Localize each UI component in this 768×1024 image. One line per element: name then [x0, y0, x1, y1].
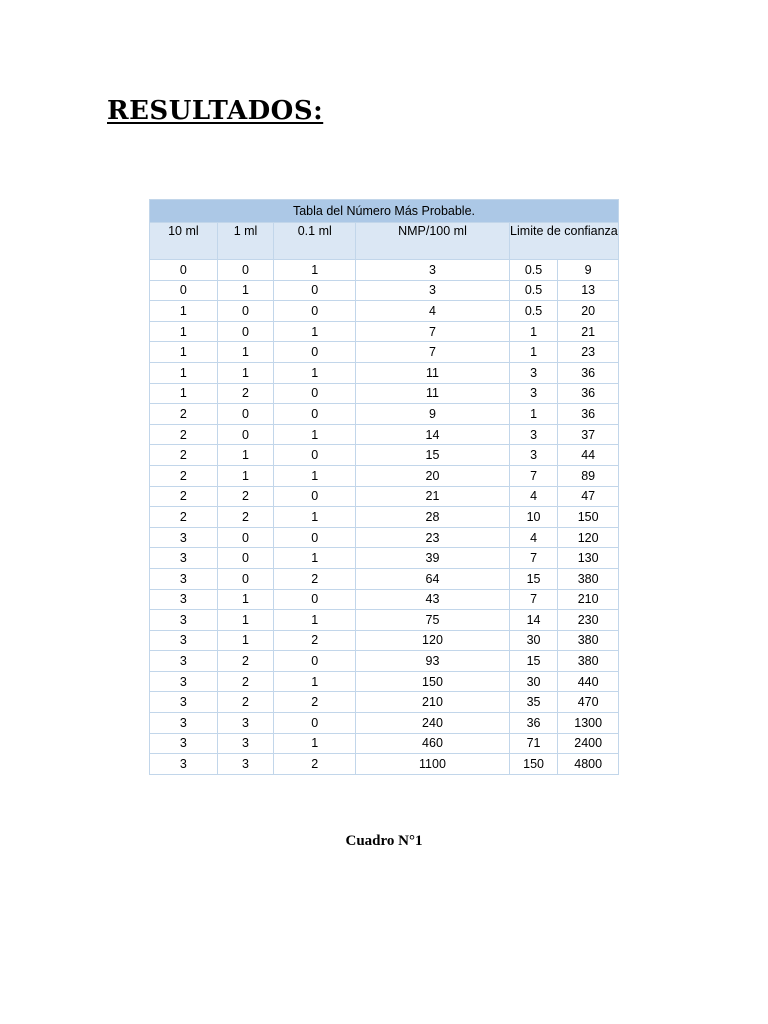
- cell-1ml: 0: [217, 527, 274, 548]
- table-row: [150, 465, 619, 486]
- cell-nmp: 4: [356, 301, 510, 322]
- cell-nmp: 3: [356, 260, 510, 281]
- table-row: [150, 280, 619, 301]
- cell-1ml: 2: [217, 651, 274, 672]
- cell-nmp: 39: [356, 548, 510, 569]
- table-row: [150, 383, 619, 404]
- cell-nmp: 21: [356, 486, 510, 507]
- cell-limit-high: 380: [558, 630, 619, 651]
- cell-10ml: 3: [150, 692, 218, 713]
- cell-01ml: 1: [274, 507, 356, 528]
- cell-1ml: 1: [217, 342, 274, 363]
- cell-limit-high: 130: [558, 548, 619, 569]
- cell-01ml: 2: [274, 568, 356, 589]
- cell-limit-high: 230: [558, 610, 619, 631]
- cell-limit-low: 1: [509, 342, 558, 363]
- header-nmp: NMP/100 ml: [356, 223, 510, 260]
- cell-10ml: 1: [150, 301, 218, 322]
- header-10ml: 10 ml: [150, 223, 218, 260]
- cell-01ml: 2: [274, 754, 356, 775]
- cell-01ml: 0: [274, 713, 356, 734]
- cell-10ml: 2: [150, 404, 218, 425]
- table-row: [150, 589, 619, 610]
- cell-10ml: 2: [150, 486, 218, 507]
- cell-limit-low: 4: [509, 527, 558, 548]
- cell-10ml: 3: [150, 651, 218, 672]
- cell-limit-low: 1: [509, 404, 558, 425]
- cell-01ml: 1: [274, 733, 356, 754]
- table-row: [150, 321, 619, 342]
- cell-01ml: 0: [274, 651, 356, 672]
- cell-nmp: 150: [356, 671, 510, 692]
- cell-10ml: 2: [150, 445, 218, 466]
- cell-limit-high: 380: [558, 651, 619, 672]
- cell-limit-low: 7: [509, 548, 558, 569]
- cell-01ml: 1: [274, 548, 356, 569]
- table-row: [150, 610, 619, 631]
- cell-limit-low: 15: [509, 568, 558, 589]
- cell-limit-high: 23: [558, 342, 619, 363]
- cell-nmp: 7: [356, 342, 510, 363]
- cell-1ml: 3: [217, 754, 274, 775]
- cell-nmp: 7: [356, 321, 510, 342]
- cell-nmp: 14: [356, 424, 510, 445]
- cell-10ml: 0: [150, 260, 218, 281]
- cell-limit-low: 3: [509, 362, 558, 383]
- cell-limit-high: 21: [558, 321, 619, 342]
- cell-limit-low: 10: [509, 507, 558, 528]
- cell-nmp: 43: [356, 589, 510, 610]
- cell-limit-low: 7: [509, 589, 558, 610]
- header-1ml: 1 ml: [217, 223, 274, 260]
- cell-10ml: 3: [150, 671, 218, 692]
- table-row: [150, 754, 619, 775]
- cell-limit-low: 0.5: [509, 260, 558, 281]
- cell-1ml: 2: [217, 692, 274, 713]
- cell-limit-low: 36: [509, 713, 558, 734]
- cell-01ml: 0: [274, 527, 356, 548]
- table-row: [150, 671, 619, 692]
- cell-10ml: 3: [150, 527, 218, 548]
- cell-10ml: 3: [150, 589, 218, 610]
- table-row: [150, 404, 619, 425]
- table-row: [150, 507, 619, 528]
- cell-10ml: 0: [150, 280, 218, 301]
- cell-limit-low: 3: [509, 445, 558, 466]
- cell-1ml: 3: [217, 733, 274, 754]
- cell-1ml: 1: [217, 445, 274, 466]
- cell-limit-high: 36: [558, 362, 619, 383]
- cell-01ml: 0: [274, 404, 356, 425]
- table-row: [150, 260, 619, 281]
- cell-01ml: 1: [274, 424, 356, 445]
- cell-01ml: 2: [274, 630, 356, 651]
- cell-10ml: 3: [150, 733, 218, 754]
- cell-limit-high: 44: [558, 445, 619, 466]
- cell-10ml: 3: [150, 630, 218, 651]
- cell-nmp: 15: [356, 445, 510, 466]
- cell-limit-low: 3: [509, 424, 558, 445]
- cell-limit-high: 210: [558, 589, 619, 610]
- cell-1ml: 1: [217, 280, 274, 301]
- cell-10ml: 1: [150, 342, 218, 363]
- cell-nmp: 75: [356, 610, 510, 631]
- header-01ml: 0.1 ml: [274, 223, 356, 260]
- cell-01ml: 1: [274, 610, 356, 631]
- cell-limit-high: 20: [558, 301, 619, 322]
- cell-nmp: 120: [356, 630, 510, 651]
- cell-nmp: 11: [356, 383, 510, 404]
- table-row: [150, 733, 619, 754]
- header-limite-confianza: Limite de confianza: [509, 223, 618, 260]
- cell-limit-low: 150: [509, 754, 558, 775]
- table-caption: Cuadro N°1: [345, 833, 423, 849]
- cell-10ml: 3: [150, 713, 218, 734]
- table-row: [150, 630, 619, 651]
- cell-1ml: 1: [217, 589, 274, 610]
- cell-limit-low: 0.5: [509, 301, 558, 322]
- cell-10ml: 3: [150, 548, 218, 569]
- cell-limit-high: 89: [558, 465, 619, 486]
- cell-limit-low: 7: [509, 465, 558, 486]
- cell-1ml: 2: [217, 486, 274, 507]
- cell-10ml: 2: [150, 507, 218, 528]
- table-row: [150, 651, 619, 672]
- cell-1ml: 0: [217, 321, 274, 342]
- cell-limit-low: 30: [509, 630, 558, 651]
- cell-limit-high: 380: [558, 568, 619, 589]
- cell-limit-high: 150: [558, 507, 619, 528]
- cell-limit-low: 3: [509, 383, 558, 404]
- cell-limit-high: 120: [558, 527, 619, 548]
- table-row: [150, 692, 619, 713]
- cell-limit-high: 13: [558, 280, 619, 301]
- cell-nmp: 11: [356, 362, 510, 383]
- nmp-table: [149, 199, 619, 775]
- cell-limit-high: 37: [558, 424, 619, 445]
- cell-limit-low: 4: [509, 486, 558, 507]
- cell-nmp: 460: [356, 733, 510, 754]
- cell-limit-high: 440: [558, 671, 619, 692]
- cell-limit-high: 1300: [558, 713, 619, 734]
- cell-10ml: 3: [150, 754, 218, 775]
- cell-01ml: 0: [274, 383, 356, 404]
- cell-nmp: 3: [356, 280, 510, 301]
- cell-01ml: 0: [274, 486, 356, 507]
- table-row: [150, 301, 619, 322]
- cell-01ml: 1: [274, 465, 356, 486]
- cell-1ml: 0: [217, 548, 274, 569]
- cell-limit-high: 47: [558, 486, 619, 507]
- table-row: [150, 362, 619, 383]
- cell-1ml: 2: [217, 671, 274, 692]
- cell-01ml: 0: [274, 342, 356, 363]
- cell-1ml: 3: [217, 713, 274, 734]
- cell-10ml: 1: [150, 383, 218, 404]
- cell-limit-low: 0.5: [509, 280, 558, 301]
- cell-nmp: 20: [356, 465, 510, 486]
- cell-01ml: 1: [274, 362, 356, 383]
- table-row: [150, 548, 619, 569]
- cell-limit-low: 30: [509, 671, 558, 692]
- cell-10ml: 3: [150, 610, 218, 631]
- table-title: Tabla del Número Más Probable.: [150, 200, 619, 223]
- cell-1ml: 1: [217, 362, 274, 383]
- cell-limit-low: 14: [509, 610, 558, 631]
- cell-1ml: 2: [217, 383, 274, 404]
- table-row: [150, 568, 619, 589]
- cell-limit-low: 35: [509, 692, 558, 713]
- cell-limit-high: 36: [558, 383, 619, 404]
- cell-1ml: 2: [217, 507, 274, 528]
- cell-1ml: 0: [217, 424, 274, 445]
- cell-nmp: 240: [356, 713, 510, 734]
- cell-10ml: 3: [150, 568, 218, 589]
- cell-limit-low: 1: [509, 321, 558, 342]
- table-row: [150, 527, 619, 548]
- cell-1ml: 1: [217, 630, 274, 651]
- cell-nmp: 28: [356, 507, 510, 528]
- cell-01ml: 0: [274, 301, 356, 322]
- cell-10ml: 1: [150, 321, 218, 342]
- table-row: [150, 424, 619, 445]
- cell-nmp: 9: [356, 404, 510, 425]
- cell-limit-high: 470: [558, 692, 619, 713]
- cell-nmp: 23: [356, 527, 510, 548]
- cell-01ml: 0: [274, 280, 356, 301]
- cell-1ml: 1: [217, 465, 274, 486]
- table-row: [150, 486, 619, 507]
- cell-nmp: 1100: [356, 754, 510, 775]
- cell-1ml: 0: [217, 260, 274, 281]
- cell-limit-low: 71: [509, 733, 558, 754]
- cell-1ml: 0: [217, 568, 274, 589]
- cell-01ml: 1: [274, 671, 356, 692]
- cell-01ml: 2: [274, 692, 356, 713]
- cell-limit-high: 36: [558, 404, 619, 425]
- cell-nmp: 64: [356, 568, 510, 589]
- table-row: [150, 342, 619, 363]
- cell-limit-high: 2400: [558, 733, 619, 754]
- cell-01ml: 1: [274, 260, 356, 281]
- table-body: [150, 260, 619, 775]
- cell-nmp: 93: [356, 651, 510, 672]
- page-heading: RESULTADOS:: [107, 96, 324, 126]
- cell-01ml: 0: [274, 589, 356, 610]
- table-row: [150, 445, 619, 466]
- cell-limit-high: 9: [558, 260, 619, 281]
- table-row: [150, 713, 619, 734]
- cell-1ml: 0: [217, 404, 274, 425]
- cell-limit-low: 15: [509, 651, 558, 672]
- cell-10ml: 2: [150, 424, 218, 445]
- cell-nmp: 210: [356, 692, 510, 713]
- cell-01ml: 1: [274, 321, 356, 342]
- cell-01ml: 0: [274, 445, 356, 466]
- cell-10ml: 2: [150, 465, 218, 486]
- cell-limit-high: 4800: [558, 754, 619, 775]
- cell-1ml: 0: [217, 301, 274, 322]
- cell-1ml: 1: [217, 610, 274, 631]
- cell-10ml: 1: [150, 362, 218, 383]
